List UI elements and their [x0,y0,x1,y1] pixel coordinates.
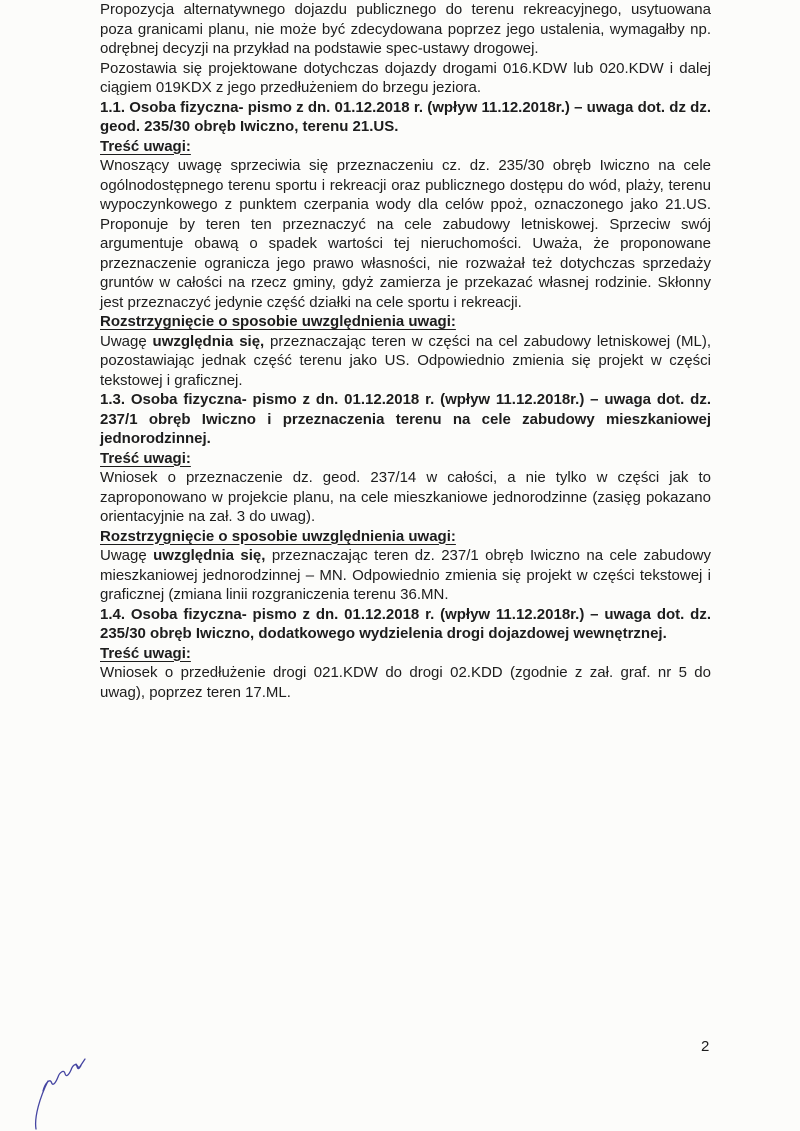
content-body: Wnoszący uwagę sprzeciwia się przeznaczeniu cz. dz. 235/30 obręb Iwiczno na cele ogólnodostępnego terenu sportu i rekreacji oraz publicznego dostępu do wód, plaży, terenu wypoczynkowego z punktem czerpania wody dla celów ppoż, oznaczonego jako 21.US. Proponuje by teren ten przeznaczyć na cele zabudowy letniskowej. Sprzeciw swój argumentuje obawą o spadek wartości tej nieruchomości. Uważa, że proponowane przeznaczenie ogranicza jego prawo własności, nie rozważał też dotychczas sprzedaży gruntów w całości na rzecz gminy, gdyż zamierza je przekazać własnej rodzinie. Skłonny jest przeznaczyć jedynie część działki na cele sportu i rekreacji. [100,157,711,311]
section-1-4 [100,605,711,703]
content-label: Treść uwagi: [100,644,191,662]
resolution-prefix: Uwagę [100,332,153,350]
section-1-1 [100,98,711,391]
resolution-label: Rozstrzygnięcie o sposobie uwzględnienia uwagi: [100,313,456,330]
intro-paragraph-2: Pozostawia się projektowane dotychczas dojazdy drogami 016.KDW lub 020.KDW i dalej ciągiem 019KDX z jego przedłużeniem do brzegu jeziora. [100,59,711,96]
page-number: 2 [701,1038,710,1055]
resolution-label: Rozstrzygnięcie o sposobie uwzględnienia uwagi: [100,527,456,545]
resolution-bold-phrase: uwzględnia się, [153,547,266,564]
document-content [100,0,711,702]
content-body: Wniosek o przeznaczenie dz. geod. 237/14 w całości, a nie tylko w części jak to zaproponowano w projekcie planu, na cele mieszkaniowe jednorodzinne (zasięg pokazano orientacyjnie na zał. 3 do uwag). [100,469,711,525]
resolution-rest: przeznaczając teren w części na cel zabudowy letniskowej (ML), pozostawiając jednak część terenu jako US. Odpowiednio zmienia się projekt w części tekstowej i graficznej. [100,332,712,389]
signature-paraph-icon [15,1045,115,1131]
section-1-3 [100,390,711,605]
section-heading: 1.4. Osoba fizyczna- pismo z dn. 01.12.2018 r. (wpływ 11.12.2018r.) – uwaga dot. dz. 235/30 obręb Iwiczno, dodatkowego wydzielenia drogi dojazdowej wewnętrznej. [100,605,711,642]
resolution-rest: przeznaczając teren dz. 237/1 obręb Iwiczno na cele zabudowy mieszkaniowej jednorodzinnej – MN. Odpowiednio zmienia się projekt w części tekstowej i graficznej (zmiana linii rozgraniczenia terenu 36.MN. [100,547,712,603]
section-heading: 1.3. Osoba fizyczna- pismo z dn. 01.12.2018 r. (wpływ 11.12.2018r.) – uwaga dot. dz. 237/1 obręb Iwiczno i przeznaczenia terenu na cele zabudowy mieszkaniowej jednorodzinnej. [100,391,711,447]
resolution-bold-phrase: uwzględnia się, [152,332,265,350]
content-label: Treść uwagi: [100,449,191,467]
section-heading: 1.1. Osoba fizyczna- pismo z dn. 01.12.2018 r. (wpływ 11.12.2018r.) – uwaga dot. dz dz. geod. 235/30 obręb Iwiczno, terenu 21.US. [100,98,711,135]
resolution-prefix: Uwagę [100,547,154,564]
resolution-body [100,332,711,391]
intro-paragraph-1: Propozycja alternatywnego dojazdu publicznego do terenu rekreacyjnego, usytuowana poza granicami planu, nie może być zdecydowana poprzez jego ustalenia, wymagałby np. odrębnej decyzji na przykład na podstawie spec-ustawy drogowej. [100,1,711,57]
resolution-body [100,546,711,605]
content-label: Treść uwagi: [100,137,191,155]
content-body: Wniosek o przedłużenie drogi 021.KDW do drogi 02.KDD (zgodnie z zał. graf. nr 5 do uwag), poprzez teren 17.ML. [100,664,711,701]
